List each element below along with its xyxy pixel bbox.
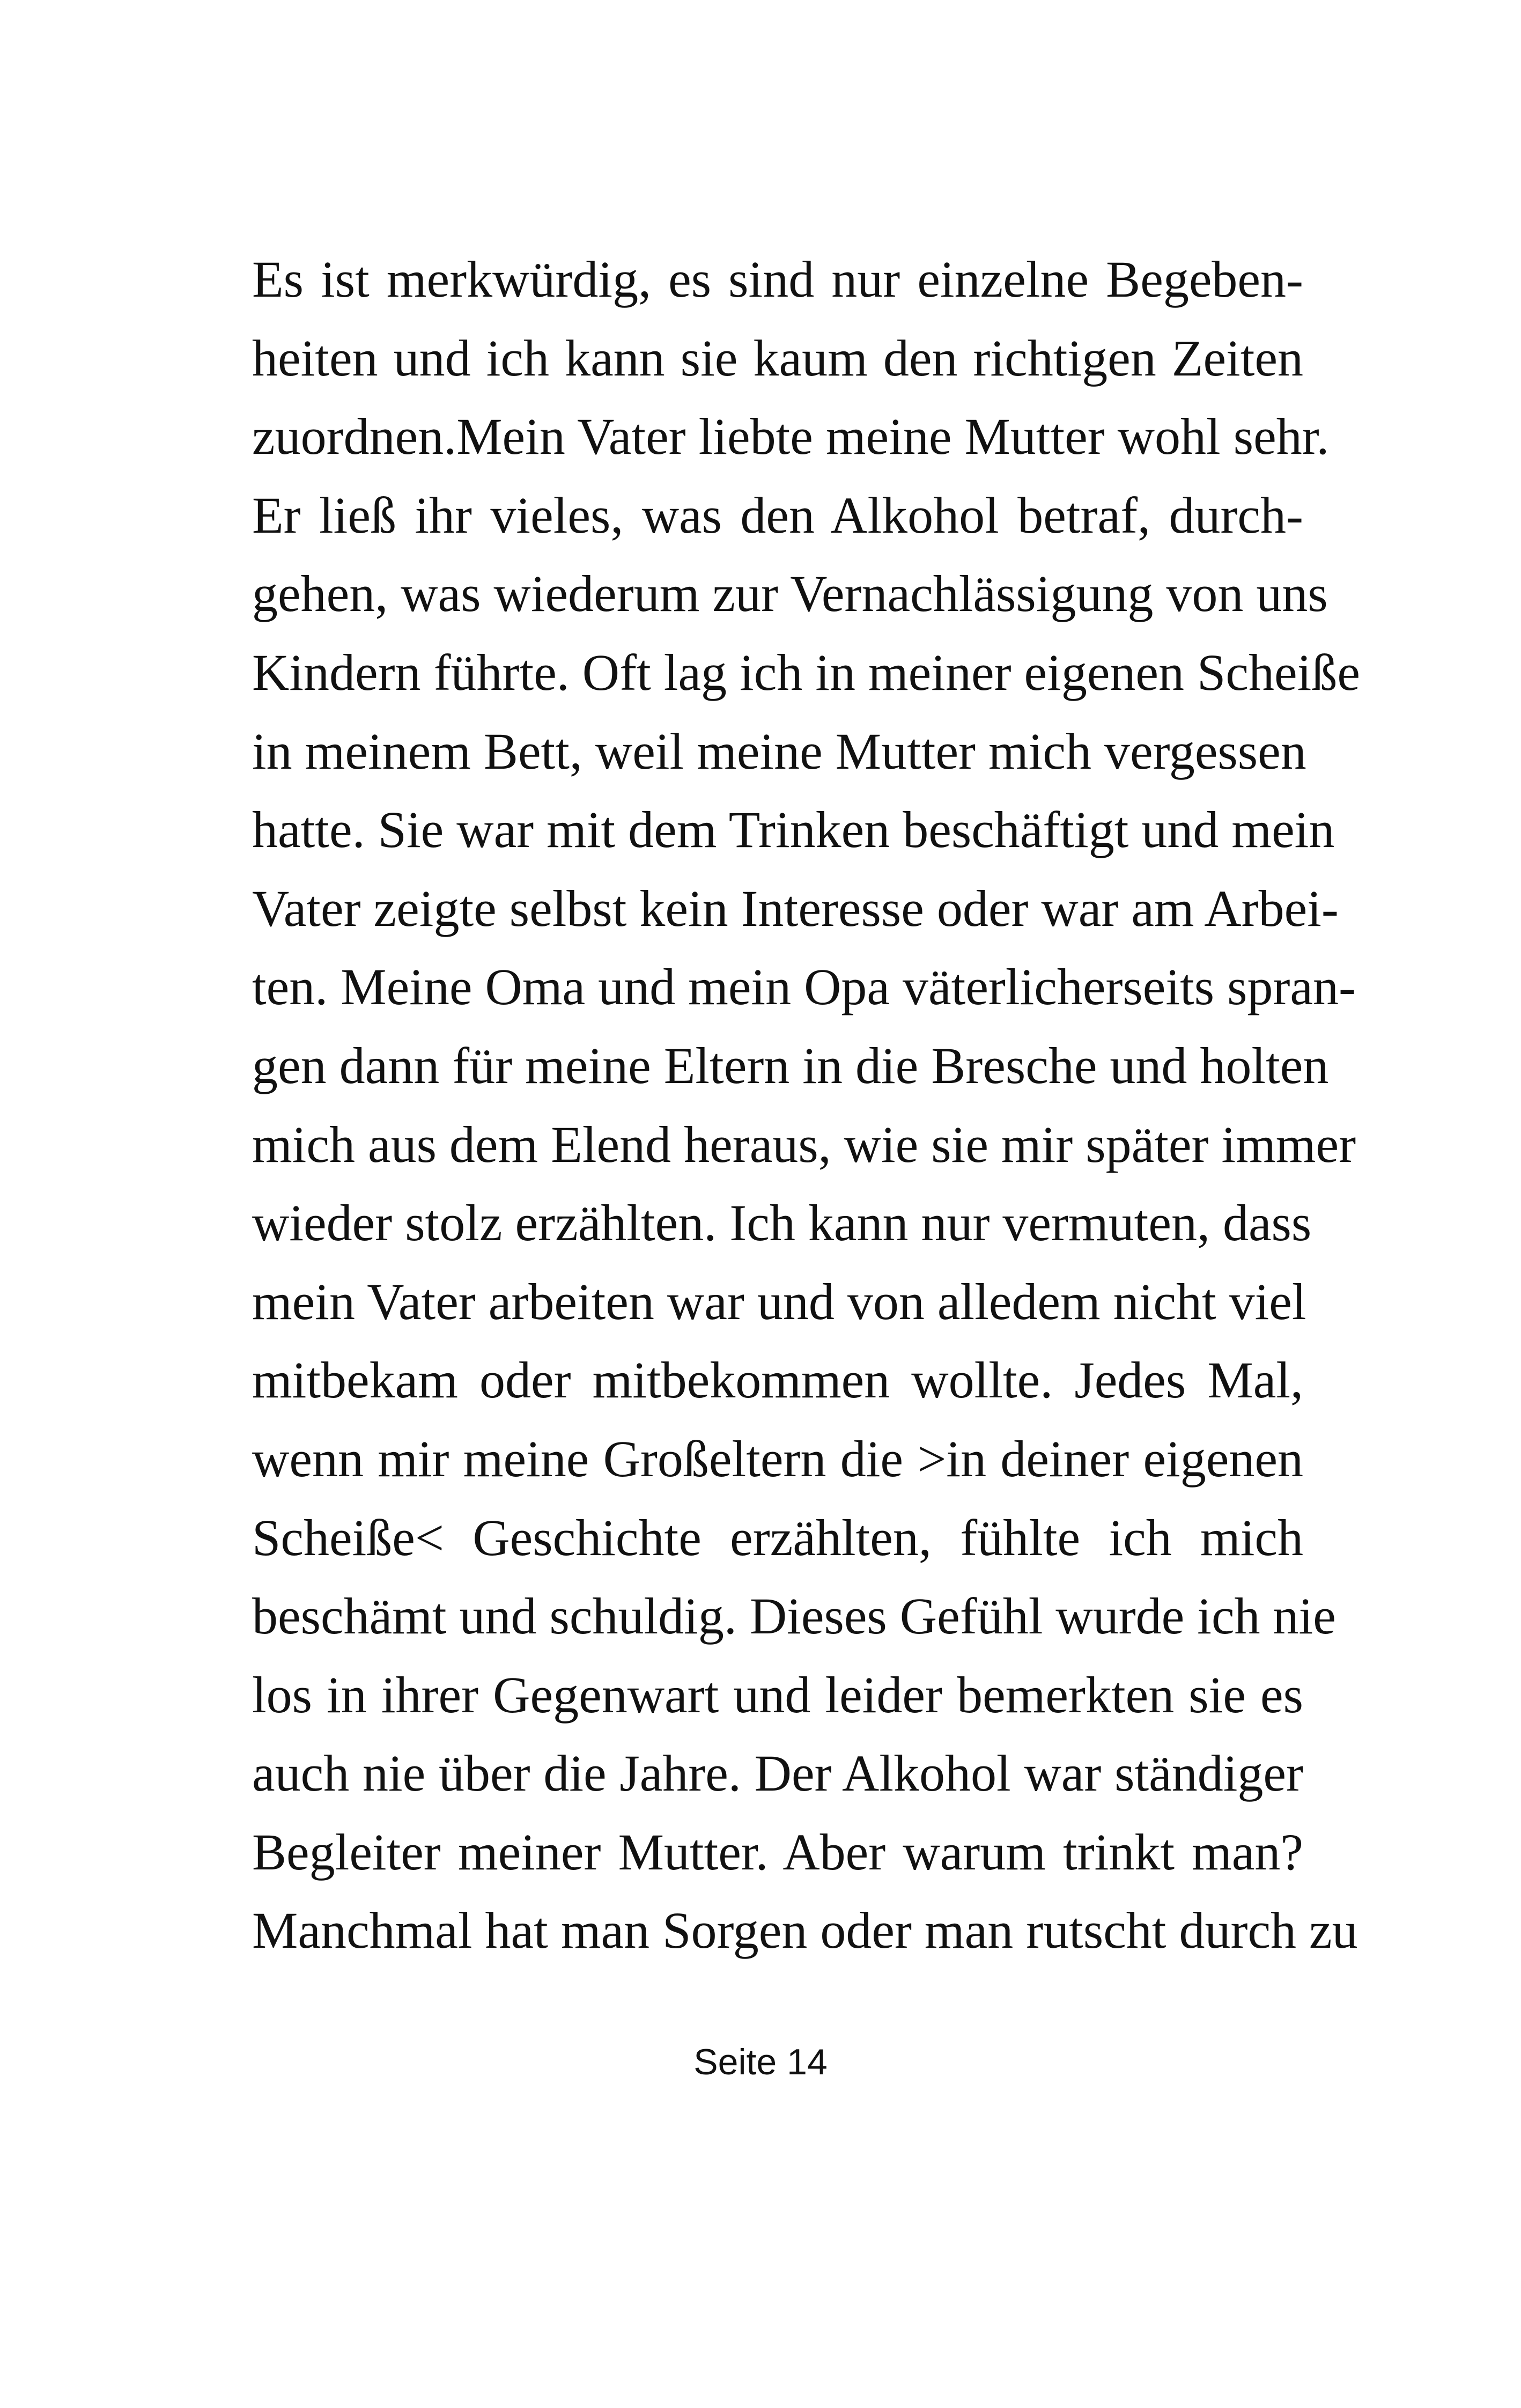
text-line: mich aus dem Elend heraus, wie sie mir später immer (252, 1115, 1356, 1173)
text-line: Begleiter meiner Mutter. Aber warum trinkt man? (252, 1823, 1303, 1881)
text-line: Es ist merkwürdig, es sind nur einzelne Begeben- (252, 251, 1303, 308)
text-line: gehen, was wiederum zur Vernachlässigung von uns (252, 565, 1328, 623)
text-line: heiten und ich kann sie kaum den richtigen Zeiten (252, 329, 1303, 387)
text-line: mein Vater arbeiten war und von alledem nicht viel (252, 1272, 1306, 1330)
text-line: los in ihrer Gegenwart und leider bemerkten sie es (252, 1666, 1303, 1724)
text-line: Manchmal hat man Sorgen oder man rutscht durch zu (252, 1902, 1358, 1960)
body-text (252, 240, 1360, 1970)
text-line: wenn mir meine Großeltern die >in deiner eigenen (252, 1430, 1303, 1487)
text-line: zuordnen.Mein Vater liebte meine Mutter wohl sehr. (252, 408, 1330, 466)
text-line: Scheiße< Geschichte erzählten, fühlte ich mich (252, 1508, 1303, 1566)
text-line: gen dann für meine Eltern in die Bresche und holten (252, 1036, 1329, 1094)
page-number: Seite 14 (693, 2042, 828, 2082)
text-line: beschämt und schuldig. Dieses Gefühl wurde ich nie (252, 1587, 1336, 1645)
text-line: Er ließ ihr vieles, was den Alkohol betraf, durch- (252, 486, 1303, 544)
text-line: auch nie über die Jahre. Der Alkohol war ständiger (252, 1744, 1303, 1802)
text-line: Kindern führte. Oft lag ich in meiner eigenen Scheiße (252, 643, 1360, 701)
text-line: hatte. Sie war mit dem Trinken beschäftigt und mein (252, 801, 1335, 859)
text-line: ten. Meine Oma und mein Opa väterlicherseits spran- (252, 958, 1356, 1016)
text-line: Vater zeigte selbst kein Interesse oder war am Arbei- (252, 879, 1339, 937)
text-line: mitbekam oder mitbekommen wollte. Jedes Mal, (252, 1351, 1303, 1409)
text-line: in meinem Bett, weil meine Mutter mich vergessen (252, 722, 1306, 780)
text-line: wieder stolz erzählten. Ich kann nur vermuten, dass (252, 1194, 1312, 1252)
